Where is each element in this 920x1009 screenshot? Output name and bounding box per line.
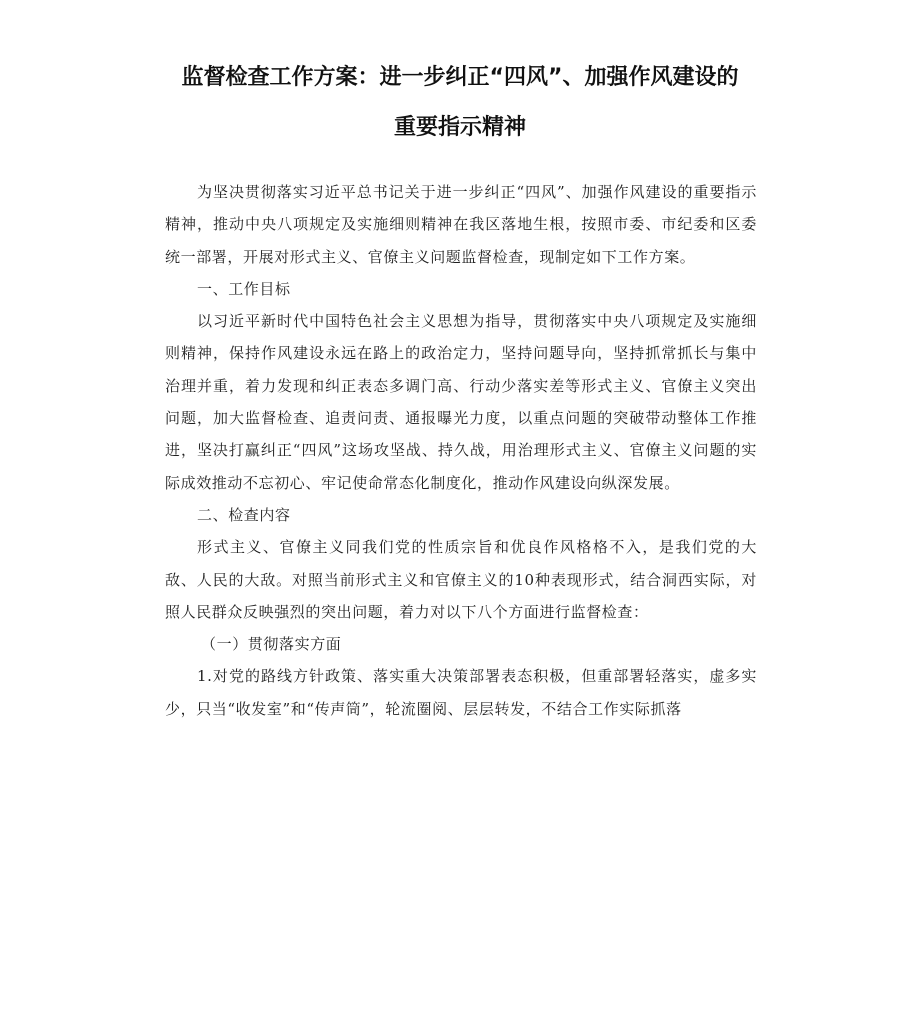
section-heading-inspection-content: 二、检查内容 xyxy=(197,505,291,524)
implementation-item-1: 1.对党的路线方针政策、落实重大决策部署表态积极，但重部署轻落实，虚多实少，只当“收发室”和“传声筒”，轮流圈阅、层层转发，不结合工作实际抓落 xyxy=(165,667,757,718)
inspection-content-paragraph: 形式主义、官僚主义同我们党的性质宗旨和优良作风格格不入，是我们党的大敌、人民的大敌。对照当前形式主义和官僚主义的10种表现形式，结合洞西实际，对照人民群众反映强烈的突出问题，着力对以下八个方面进行监督检查： xyxy=(165,538,757,621)
document-body xyxy=(165,176,757,725)
intro-paragraph: 为坚决贯彻落实习近平总书记关于进一步纠正“四风”、加强作风建设的重要指示精神，推动中央八项规定及实施细则精神在我区落地生根，按照市委、市纪委和区委统一部署，开展对形式主义、官僚主义问题监督检查，现制定如下工作方案。 xyxy=(165,183,757,266)
section-heading-work-goal: 一、工作目标 xyxy=(197,279,291,298)
work-goal-paragraph: 以习近平新时代中国特色社会主义思想为指导，贯彻落实中央八项规定及实施细则精神，保持作风建设永远在路上的政治定力，坚持问题导向，坚持抓常抓长与集中治理并重，着力发现和纠正表态多调门高、行动少落实差等形式主义、官僚主义突出问题，加大监督检查、追责问责、通报曝光力度，以重点问题的突破带动整体工作推进，坚决打赢纠正“四风”这场攻坚战、持久战，用治理形式主义、官僚主义问题的实际成效推动不忘初心、牢记使命常态化制度化，推动作风建设向纵深发展。 xyxy=(165,312,757,492)
document-title-line-1: 监督检查工作方案：进一步纠正“四风”、加强作风建设的 xyxy=(181,65,739,90)
subsection-heading-implementation: （一）贯彻落实方面 xyxy=(201,635,342,654)
document-title-line-2: 重要指示精神 xyxy=(393,115,526,140)
